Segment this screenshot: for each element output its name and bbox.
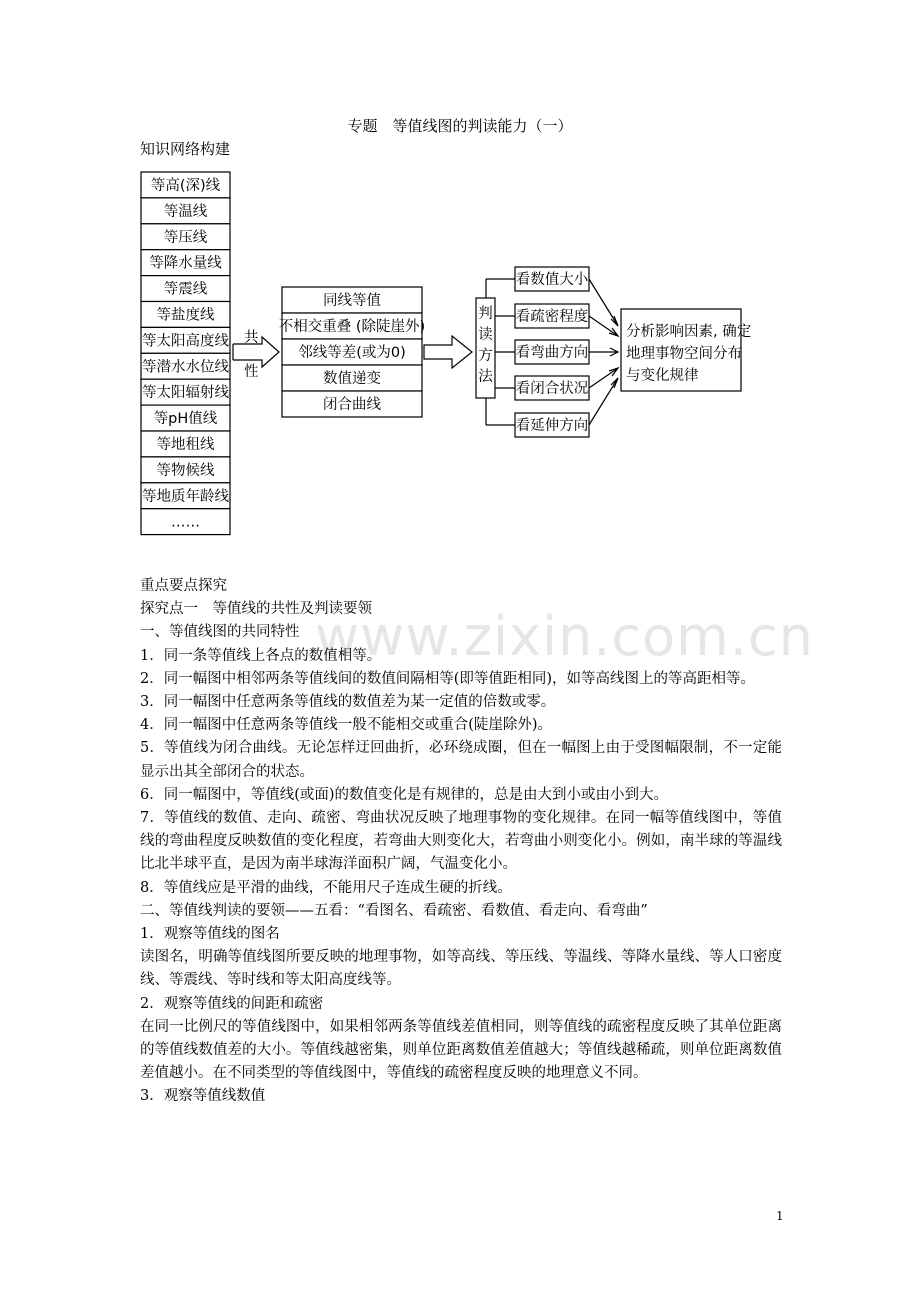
method-label-text: 看闭合状况 <box>515 381 589 397</box>
property-label: 邻线等差(或为0) <box>298 345 406 361</box>
paragraph: 4．同一幅图中任意两条等值线一般不能相交或重合(陡崖除外)。 <box>140 717 553 734</box>
method-arrow <box>424 336 472 368</box>
paragraph: 3．同一幅图中任意两条等值线的数值差为某一定值的倍数或零。 <box>140 694 556 711</box>
line-type-label: 等温线 <box>163 203 208 220</box>
line-type-label: 等压线 <box>163 229 208 246</box>
paragraph: 3．观察等值线数值 <box>140 1088 266 1105</box>
paragraph: 在同一比例尺的等值线图中，如果相邻两条等值线差值相同，则等值线的疏密程度反映了其单位距离的等值线数值差的大小。等值线越密集，则单位距离数值差值越大；等值线越稀疏，则单位距离数值差值越小。在不同类型的等值线图中，等值线的疏密程度反映的地理意义不同。 <box>140 1018 782 1082</box>
result-line-1: 分析影响因素, 确定 <box>626 324 752 340</box>
line-type-label: 等高(深)线 <box>150 178 221 194</box>
line-type-label: 等地租线 <box>156 437 215 453</box>
page-number: 1 <box>776 1209 784 1223</box>
line-type-label: 等地质年龄线 <box>142 488 229 505</box>
method-label-char: 法 <box>478 369 493 385</box>
paragraph: 重点要点探究 <box>140 578 227 594</box>
property-label: 同线等值 <box>323 293 381 309</box>
result-line-3: 与变化规律 <box>626 368 699 384</box>
property-label: 闭合曲线 <box>323 397 381 413</box>
paragraph: 5．等值线为闭合曲线。无论怎样迂回曲折，必环绕成圈，但在一幅图上由于受图幅限制，不一定能显示出其全部闭合的状态。 <box>140 740 782 780</box>
line-type-label: 等潜水水位线 <box>142 359 229 376</box>
converging-arrows <box>589 279 618 425</box>
section-heading-knowledge-network: 知识网络构建 <box>140 140 231 158</box>
method-label-text: 看数值大小 <box>515 272 589 288</box>
line-type-label: 等太阳辐射线 <box>142 385 229 402</box>
paragraph: 1．观察等值线的图名 <box>140 926 280 943</box>
paragraph: 1．同一条等值线上各点的数值相等。 <box>140 647 382 664</box>
knowledge-network-diagram <box>0 0 920 560</box>
method-label-char: 方 <box>478 348 493 364</box>
line-type-label: 等物候线 <box>156 462 215 479</box>
result-line-2: 地理事物空间分布 <box>626 346 742 362</box>
methods-column <box>515 267 589 437</box>
common-label-1: 共 <box>244 330 259 346</box>
paragraph: 8．等值线应是平滑的曲线，不能用尺子连成生硬的折线。 <box>140 879 512 896</box>
common-label-2: 性 <box>244 364 259 380</box>
paragraph: 7．等值线的数值、走向、疏密、弯曲状况反映了地理事物的变化规律。在同一幅等值线图中，等值线的弯曲程度反映数值的变化程度，若弯曲大则变化大，若弯曲小则变化小。例如，南半球的等温线比北半球平直，是因为南半球海洋面积广阔，气温变化小。 <box>140 810 782 873</box>
paragraph: 6．同一幅图中，等值线(或面)的数值变化是有规律的，总是由大到小或由小到大。 <box>140 786 669 803</box>
method-label-char: 判 <box>478 306 493 322</box>
paragraph: 探究点一 等值线的共性及判读要领 <box>140 601 372 618</box>
page-title: 专题 等值线图的判读能力（一） <box>347 117 573 135</box>
paragraph: 读图名，明确等值线图所要反映的地理事物，如等高线、等压线、等温线、等降水量线、等人口密度线、等震线、等时线和等太阳高度线等。 <box>140 949 782 989</box>
property-label: 数值递变 <box>323 371 381 387</box>
paragraph: 一、等值线图的共同特性 <box>140 624 300 641</box>
method-label-char: 读 <box>478 327 493 343</box>
body-text <box>140 575 782 1109</box>
paragraph: 2．观察等值线的间距和疏密 <box>140 995 324 1012</box>
method-label-text: 看疏密程度 <box>515 309 589 325</box>
line-types-column <box>141 172 230 535</box>
paragraph: 2．同一幅图中相邻两条等值线间的数值间隔相等(即等值距相同)，如等高线图上的等高距相等。 <box>140 670 756 687</box>
method-label-text: 看延伸方向 <box>515 418 589 434</box>
line-type-label: …… <box>171 514 200 531</box>
line-type-label: 等降水量线 <box>149 255 222 272</box>
line-type-label: 等pH值线 <box>153 411 218 428</box>
property-label: 不相交重叠 (除陡崖外) <box>278 319 426 335</box>
line-type-label: 等太阳高度线 <box>142 333 229 350</box>
line-type-label: 等盐度线 <box>156 307 215 324</box>
watermark: www.zixin.com.cn <box>315 605 814 668</box>
line-type-label: 等震线 <box>163 281 208 298</box>
paragraph: 二、等值线判读的要领——五看：“看图名、看疏密、看数值、看走向、看弯曲” <box>140 902 648 919</box>
method-label-text: 看弯曲方向 <box>515 345 589 361</box>
properties-box <box>279 287 425 417</box>
